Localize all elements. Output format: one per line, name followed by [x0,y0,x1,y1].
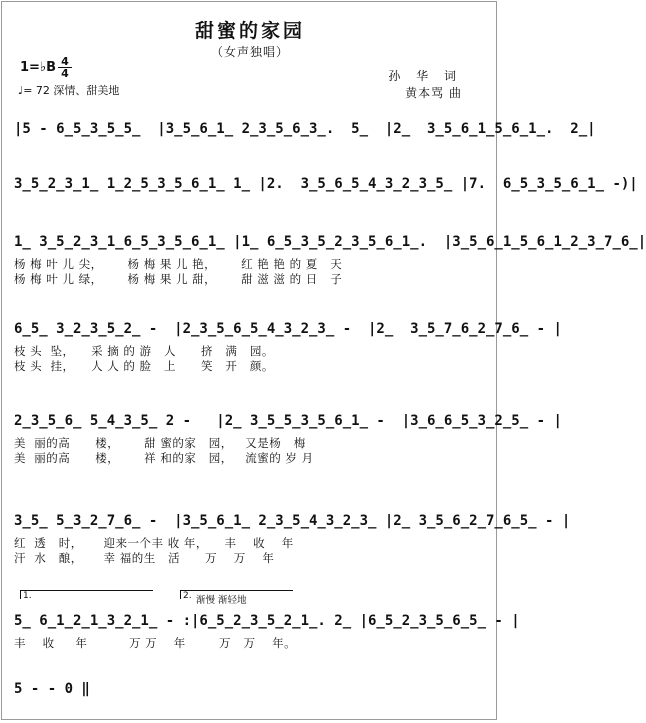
lyric-verse-1: 红 透 时， 迎来一个丰 收 年， 丰 收 年 [14,536,294,550]
notation-line: 5 - - 0 ‖ [14,681,90,697]
score-system-7 [14,612,520,651]
score-system-4 [14,320,562,374]
lyric-verse-2: 美 丽的高 楼， 祥 和的家 园， 流蜜的 岁 月 [14,451,314,465]
song-title: 甜蜜的家园 [194,20,305,42]
notation-line: 1̲ 3̲5̲2̲3̲1̲6̲5̲3̲5̲6̲1̲ |1̲ 6̲5̲3̲5̲2̲3̲5̲6̲1̲. |3̲5̲6̲1̲5̲6̲1̲2̲3̲7̲6̲| [14,234,646,250]
score-system-5 [14,412,562,466]
volta-first-ending: 1. [20,590,153,599]
expression-marking: 渐慢 渐轻地 [196,595,247,606]
notation-line: 3̲5̲ 5̲3̲2̲7̲6̲ - |3̲5̲6̲1̲ 2̲3̲5̲4̲3̲2̲3̲ |2̲ 3̲5̲6̲2̲7̲6̲5̲ - | [14,513,571,529]
notation-line: 5̲ 6̲1̲2̲1̲3̲2̲1̲ - :|6̲5̲2̲3̲5̲2̲1̲. 2̲ |6̲5̲2̲3̲5̲6̲5̲ - | [14,613,520,629]
notation-line: |5 - 6̲5̲3̲5̲5̲ |3̲5̲6̲1̲ 2̲3̲5̲6̲3̲. 5̲ |2̲ 3̲5̲6̲1̲5̲6̲1̲. 2̲| [14,121,596,137]
lyric-line: 丰 收 年 万 万 年 万 万 年。 [14,636,297,650]
composer-credit: 黄本骂 曲 [405,86,462,100]
lyric-verse-2: 汗 水 酿， 幸 福的生 活 万 万 年 [14,551,275,565]
score-system-3 [14,233,646,287]
score-system-2 [14,175,638,193]
lyric-verse-1: 美 丽的高 楼， 甜 蜜的家 园， 又是杨 梅 [14,436,306,450]
volta-second-ending: 2. [180,590,293,599]
song-subtitle: （女声独唱） [210,45,289,59]
key-signature: 1=♭B [20,60,56,75]
time-signature [58,56,72,79]
tempo-marking: ♩= 72 深情、甜美地 [18,84,120,97]
score-system-6 [14,512,571,566]
score-system-1 [14,120,596,138]
lyric-verse-1: 杨 梅 叶 儿 尖， 杨 梅 果 儿 艳， 红 艳 艳 的 夏 天 [14,257,343,271]
notation-line: 2̲3̲5̲6̲ 5̲4̲3̲5̲ 2 - |2̲ 3̲5̲5̲3̲5̲6̲1̲ - |3̲6̲6̲5̲3̲2̲5̲ - | [14,413,562,429]
lyricist-credit: 孙 华 词 [388,69,462,83]
time-sig-top: 4 [61,55,69,68]
notation-line: 3̲5̲2̲3̲1̲ 1̲2̲5̲3̲5̲6̲1̲ 1̲ |2. 3̲5̲6̲5̲4̲3̲2̲3̲5̲ |7. 6̲5̲3̲5̲6̲1̲ -)| [14,176,638,192]
lyric-verse-1: 枝 头 坠， 采 摘 的 游 人 挤 满 园。 [14,344,274,358]
lyric-verse-2: 枝 头 挂， 人 人 的 脸 上 笑 开 颜。 [14,359,274,373]
notation-line: 6̲5̲ 3̲2̲3̲5̲2̲ - |2̲3̲5̲6̲5̲4̲3̲2̲3̲ - |2̲ 3̲5̲7̲6̲2̲7̲6̲ - | [14,321,562,337]
time-sig-bottom: 4 [61,67,69,80]
score-system-8 [14,680,486,698]
lyric-verse-2: 杨 梅 叶 儿 绿， 杨 梅 果 儿 甜， 甜 滋 滋 的 日 子 [14,272,343,286]
